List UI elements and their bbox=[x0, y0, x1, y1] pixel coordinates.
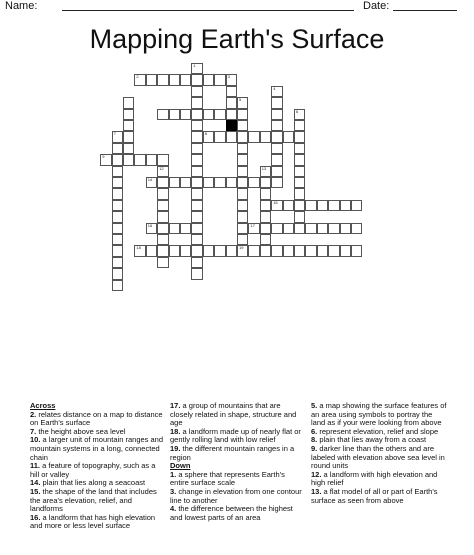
letter-square[interactable] bbox=[294, 154, 305, 165]
clue-text: plain that lies along a seacoast bbox=[40, 478, 146, 488]
clue-number: 1 bbox=[193, 63, 196, 68]
letter-square[interactable] bbox=[146, 245, 157, 256]
letter-square[interactable] bbox=[191, 211, 202, 222]
letter-square[interactable] bbox=[146, 154, 157, 165]
clue-number: 11. bbox=[30, 461, 41, 471]
clue-item bbox=[170, 445, 304, 462]
letter-square[interactable] bbox=[237, 234, 248, 245]
clue-item bbox=[30, 436, 163, 462]
letter-square[interactable] bbox=[271, 223, 282, 234]
clue-number: 12. bbox=[311, 469, 322, 479]
letter-square[interactable] bbox=[237, 143, 248, 154]
letter-square[interactable] bbox=[146, 74, 157, 85]
letter-square[interactable] bbox=[123, 120, 134, 131]
clue-text: a larger unit of mountain ranges and mountain systems in a long, connected chain bbox=[30, 435, 164, 462]
clue-number: 12 bbox=[159, 165, 164, 171]
clue-item bbox=[170, 402, 304, 428]
letter-square[interactable] bbox=[203, 109, 214, 120]
letter-square[interactable] bbox=[112, 200, 123, 211]
letter-square[interactable] bbox=[271, 200, 282, 211]
down-clue-list bbox=[170, 471, 304, 523]
clue-number: 7 bbox=[113, 131, 116, 137]
letter-square[interactable] bbox=[271, 245, 282, 256]
letter-square[interactable] bbox=[294, 177, 305, 188]
letter-square[interactable] bbox=[237, 200, 248, 211]
letter-square[interactable] bbox=[134, 154, 145, 165]
letter-square[interactable] bbox=[237, 211, 248, 222]
letter-square[interactable] bbox=[237, 154, 248, 165]
letter-square[interactable] bbox=[157, 234, 168, 245]
letter-square[interactable] bbox=[271, 109, 282, 120]
letter-square[interactable] bbox=[328, 223, 339, 234]
letter-square[interactable] bbox=[123, 143, 134, 154]
clue-number: 3 bbox=[227, 74, 230, 80]
letter-square[interactable] bbox=[157, 257, 168, 268]
letter-square[interactable] bbox=[146, 223, 157, 234]
clue-number: 16. bbox=[30, 512, 41, 522]
clue-number: 19 bbox=[239, 245, 244, 251]
clue-text: represent elevation, relief and slope bbox=[317, 426, 439, 436]
clue-number: 16 bbox=[147, 222, 153, 228]
down-heading: Down bbox=[170, 461, 191, 471]
letter-square[interactable] bbox=[191, 74, 202, 85]
letter-square[interactable] bbox=[191, 120, 202, 131]
letter-square[interactable] bbox=[203, 74, 214, 85]
clue-text: darker line than the others and are labeled with elevation above sea level in round units bbox=[311, 443, 445, 471]
letter-square[interactable] bbox=[134, 74, 145, 85]
letter-square[interactable] bbox=[112, 268, 123, 279]
clue-number: 8 bbox=[204, 131, 208, 137]
letter-square[interactable] bbox=[294, 109, 305, 120]
letter-square[interactable] bbox=[226, 74, 237, 85]
letter-square[interactable] bbox=[191, 86, 202, 97]
letter-square[interactable] bbox=[214, 74, 225, 85]
letter-square[interactable] bbox=[112, 257, 123, 268]
letter-square[interactable] bbox=[248, 131, 259, 142]
letter-square[interactable] bbox=[271, 86, 282, 97]
letter-square[interactable] bbox=[180, 223, 191, 234]
across-clue-list-continued bbox=[170, 402, 304, 462]
letter-square[interactable] bbox=[214, 109, 225, 120]
letter-square[interactable] bbox=[203, 177, 214, 188]
letter-square[interactable] bbox=[226, 131, 237, 142]
letter-square[interactable] bbox=[317, 200, 328, 211]
letter-square[interactable] bbox=[328, 200, 339, 211]
letter-square[interactable] bbox=[180, 74, 191, 85]
letter-square[interactable] bbox=[112, 177, 123, 188]
letter-square[interactable] bbox=[237, 223, 248, 234]
letter-square[interactable] bbox=[157, 223, 168, 234]
name-label: Name: bbox=[5, 0, 38, 12]
clue-text: a feature of topography, such as a hill or valley bbox=[30, 461, 156, 479]
clue-number: 10. bbox=[30, 435, 41, 445]
letter-square[interactable] bbox=[112, 131, 123, 142]
clue-item bbox=[311, 471, 447, 488]
letter-square[interactable] bbox=[271, 131, 282, 142]
letter-square[interactable] bbox=[214, 245, 225, 256]
letter-square[interactable] bbox=[169, 223, 180, 234]
letter-square[interactable] bbox=[271, 97, 282, 108]
letter-square[interactable] bbox=[191, 257, 202, 268]
letter-square[interactable] bbox=[157, 245, 168, 256]
letter-square[interactable] bbox=[237, 97, 248, 108]
letter-square[interactable] bbox=[157, 166, 168, 177]
letter-square[interactable] bbox=[237, 120, 248, 131]
clue-number: 13. bbox=[311, 486, 322, 496]
letter-square[interactable] bbox=[271, 143, 282, 154]
letter-square[interactable] bbox=[191, 109, 202, 120]
letter-square[interactable] bbox=[134, 245, 145, 256]
letter-square[interactable] bbox=[340, 245, 351, 256]
clue-number: 7. bbox=[30, 426, 37, 436]
letter-square[interactable] bbox=[294, 166, 305, 177]
letter-square[interactable] bbox=[191, 245, 202, 256]
clue-text: the different mountain ranges in a region bbox=[170, 443, 295, 462]
letter-square[interactable] bbox=[157, 154, 168, 165]
blocked-square bbox=[226, 120, 237, 131]
letter-square[interactable] bbox=[112, 280, 123, 291]
letter-square[interactable] bbox=[317, 245, 328, 256]
clue-item bbox=[30, 514, 163, 531]
clue-number: 9 bbox=[102, 154, 105, 160]
letter-square[interactable] bbox=[294, 143, 305, 154]
letter-square[interactable] bbox=[317, 223, 328, 234]
letter-square[interactable] bbox=[226, 109, 237, 120]
letter-square[interactable] bbox=[112, 245, 123, 256]
clue-number: 6 bbox=[296, 108, 299, 114]
letter-square[interactable] bbox=[328, 245, 339, 256]
letter-square[interactable] bbox=[248, 223, 259, 234]
clue-number: 5. bbox=[311, 401, 318, 410]
letter-square[interactable] bbox=[283, 131, 294, 142]
letter-square[interactable] bbox=[169, 177, 180, 188]
letter-square[interactable] bbox=[157, 188, 168, 199]
letter-square[interactable] bbox=[191, 143, 202, 154]
letter-square[interactable] bbox=[294, 131, 305, 142]
letter-square[interactable] bbox=[191, 188, 202, 199]
letter-square[interactable] bbox=[123, 154, 134, 165]
letter-square[interactable] bbox=[157, 211, 168, 222]
letter-square[interactable] bbox=[226, 177, 237, 188]
letter-square[interactable] bbox=[351, 245, 362, 256]
letter-square[interactable] bbox=[112, 234, 123, 245]
clue-number: 14. bbox=[30, 478, 41, 488]
clue-text: relates distance on a map to distance on Earth's surface bbox=[30, 409, 163, 428]
letter-square[interactable] bbox=[191, 200, 202, 211]
letter-square[interactable] bbox=[271, 177, 282, 188]
letter-square[interactable] bbox=[237, 188, 248, 199]
clue-text: the height above sea level bbox=[36, 426, 126, 436]
letter-square[interactable] bbox=[100, 154, 111, 165]
clue-text: plain that lies away from a coast bbox=[317, 435, 427, 445]
letter-square[interactable] bbox=[112, 211, 123, 222]
clue-item bbox=[311, 488, 447, 505]
letter-square[interactable] bbox=[248, 177, 259, 188]
letter-square[interactable] bbox=[271, 120, 282, 131]
letter-square[interactable] bbox=[191, 223, 202, 234]
letter-square[interactable] bbox=[191, 268, 202, 279]
letter-square[interactable] bbox=[203, 245, 214, 256]
letter-square[interactable] bbox=[157, 109, 168, 120]
letter-square[interactable] bbox=[271, 154, 282, 165]
letter-square[interactable] bbox=[340, 223, 351, 234]
letter-square[interactable] bbox=[248, 245, 259, 256]
letter-square[interactable] bbox=[283, 223, 294, 234]
letter-square[interactable] bbox=[169, 245, 180, 256]
clues-column-2 bbox=[170, 402, 304, 522]
clue-number: 18. bbox=[170, 426, 181, 436]
clue-item bbox=[170, 488, 304, 505]
clue-item bbox=[30, 488, 163, 514]
letter-square[interactable] bbox=[180, 109, 191, 120]
letter-square[interactable] bbox=[237, 166, 248, 177]
clues-column-1 bbox=[30, 402, 163, 531]
clue-item bbox=[170, 505, 304, 522]
letter-square[interactable] bbox=[226, 245, 237, 256]
clue-number: 14 bbox=[147, 177, 153, 182]
letter-square[interactable] bbox=[180, 245, 191, 256]
letter-square[interactable] bbox=[203, 131, 214, 142]
clue-number: 6. bbox=[311, 426, 318, 436]
letter-square[interactable] bbox=[294, 120, 305, 131]
letter-square[interactable] bbox=[169, 109, 180, 120]
across-heading: Across bbox=[30, 401, 56, 410]
letter-square[interactable] bbox=[123, 109, 134, 120]
letter-square[interactable] bbox=[260, 223, 271, 234]
clue-number: 3. bbox=[170, 486, 177, 496]
clue-item bbox=[311, 402, 447, 428]
clue-item bbox=[30, 462, 163, 479]
letter-square[interactable] bbox=[191, 63, 202, 74]
letter-square[interactable] bbox=[260, 188, 271, 199]
letter-square[interactable] bbox=[112, 166, 123, 177]
letter-square[interactable] bbox=[294, 188, 305, 199]
clue-number: 8. bbox=[311, 435, 318, 445]
letter-square[interactable] bbox=[146, 177, 157, 188]
letter-square[interactable] bbox=[191, 166, 202, 177]
letter-square[interactable] bbox=[260, 177, 271, 188]
letter-square[interactable] bbox=[283, 200, 294, 211]
clue-text: a landform with high elevation and high relief bbox=[311, 469, 438, 488]
letter-square[interactable] bbox=[191, 234, 202, 245]
clue-text: the shape of the land that includes the area's elevation, relief, and landforms bbox=[30, 486, 157, 514]
clue-number: 9. bbox=[311, 443, 318, 453]
letter-square[interactable] bbox=[191, 97, 202, 108]
clue-number: 13 bbox=[261, 165, 267, 171]
letter-square[interactable] bbox=[305, 223, 316, 234]
letter-square[interactable] bbox=[112, 143, 123, 154]
letter-square[interactable] bbox=[237, 177, 248, 188]
letter-square[interactable] bbox=[260, 200, 271, 211]
letter-square[interactable] bbox=[214, 177, 225, 188]
letter-square[interactable] bbox=[226, 97, 237, 108]
letter-square[interactable] bbox=[294, 211, 305, 222]
clue-item bbox=[170, 471, 304, 488]
letter-square[interactable] bbox=[271, 166, 282, 177]
clue-number: 1. bbox=[170, 469, 177, 479]
clue-text: a flat model of all or part of Earth's surface as seen from above bbox=[311, 486, 438, 505]
letter-square[interactable] bbox=[260, 234, 271, 245]
letter-square[interactable] bbox=[191, 154, 202, 165]
letter-square[interactable] bbox=[283, 245, 294, 256]
letter-square[interactable] bbox=[191, 177, 202, 188]
letter-square[interactable] bbox=[123, 97, 134, 108]
letter-square[interactable] bbox=[237, 245, 248, 256]
letter-square[interactable] bbox=[226, 86, 237, 97]
clue-number: 15 bbox=[273, 199, 278, 205]
letter-square[interactable] bbox=[260, 166, 271, 177]
letter-square[interactable] bbox=[112, 188, 123, 199]
clue-text: a landform made up of nearly flat or gently rolling land with low relief bbox=[170, 426, 301, 445]
clue-number: 5 bbox=[239, 97, 242, 103]
letter-square[interactable] bbox=[294, 200, 305, 211]
clue-text: a group of mountains that are closely related in shape, structure and age bbox=[170, 401, 297, 428]
clue-text: change in elevation from one contour line to another bbox=[170, 486, 302, 505]
clue-text: a sphere that represents Earth's entire surface scale bbox=[170, 469, 285, 488]
letter-square[interactable] bbox=[294, 245, 305, 256]
letter-square[interactable] bbox=[157, 177, 168, 188]
down-clue-list-continued bbox=[311, 402, 447, 505]
clue-text: a map showing the surface features of an area using symbols to portray the land as if your were looking from above bbox=[311, 401, 447, 428]
clue-number: 19. bbox=[170, 443, 181, 453]
clue-text: a landform that has high elevation and more or less level surface bbox=[30, 512, 156, 531]
letter-square[interactable] bbox=[305, 245, 316, 256]
letter-square[interactable] bbox=[260, 245, 271, 256]
clue-item bbox=[30, 411, 163, 428]
clues-column-3 bbox=[311, 402, 447, 505]
clue-text: the difference between the highest and lowest parts of an area bbox=[170, 504, 293, 522]
clue-number: 4. bbox=[170, 504, 177, 514]
letter-square[interactable] bbox=[112, 223, 123, 234]
clue-number: 17 bbox=[250, 222, 255, 228]
letter-square[interactable] bbox=[294, 223, 305, 234]
letter-square[interactable] bbox=[260, 211, 271, 222]
letter-square[interactable] bbox=[169, 74, 180, 85]
clue-item bbox=[311, 445, 447, 471]
clue-number: 17. bbox=[170, 401, 181, 410]
letter-square[interactable] bbox=[237, 109, 248, 120]
clue-number: 15. bbox=[30, 486, 41, 496]
clue-number: 2. bbox=[30, 409, 37, 419]
letter-square[interactable] bbox=[237, 131, 248, 142]
letter-square[interactable] bbox=[112, 154, 123, 165]
across-clue-list bbox=[30, 411, 163, 531]
date-label: Date: bbox=[363, 0, 390, 12]
letter-square[interactable] bbox=[191, 131, 202, 142]
letter-square[interactable] bbox=[340, 200, 351, 211]
page-title: Mapping Earth's Surface bbox=[89, 24, 385, 54]
clue-item bbox=[170, 428, 304, 445]
letter-square[interactable] bbox=[157, 200, 168, 211]
letter-square[interactable] bbox=[214, 131, 225, 142]
letter-square[interactable] bbox=[260, 131, 271, 142]
clue-number: 4 bbox=[273, 85, 276, 91]
letter-square[interactable] bbox=[351, 223, 362, 234]
clue-number: 2 bbox=[136, 74, 139, 80]
letter-square[interactable] bbox=[180, 177, 191, 188]
letter-square[interactable] bbox=[123, 131, 134, 142]
letter-square[interactable] bbox=[351, 200, 362, 211]
clue-number: 18 bbox=[136, 245, 141, 251]
letter-square[interactable] bbox=[305, 200, 316, 211]
letter-square[interactable] bbox=[157, 74, 168, 85]
